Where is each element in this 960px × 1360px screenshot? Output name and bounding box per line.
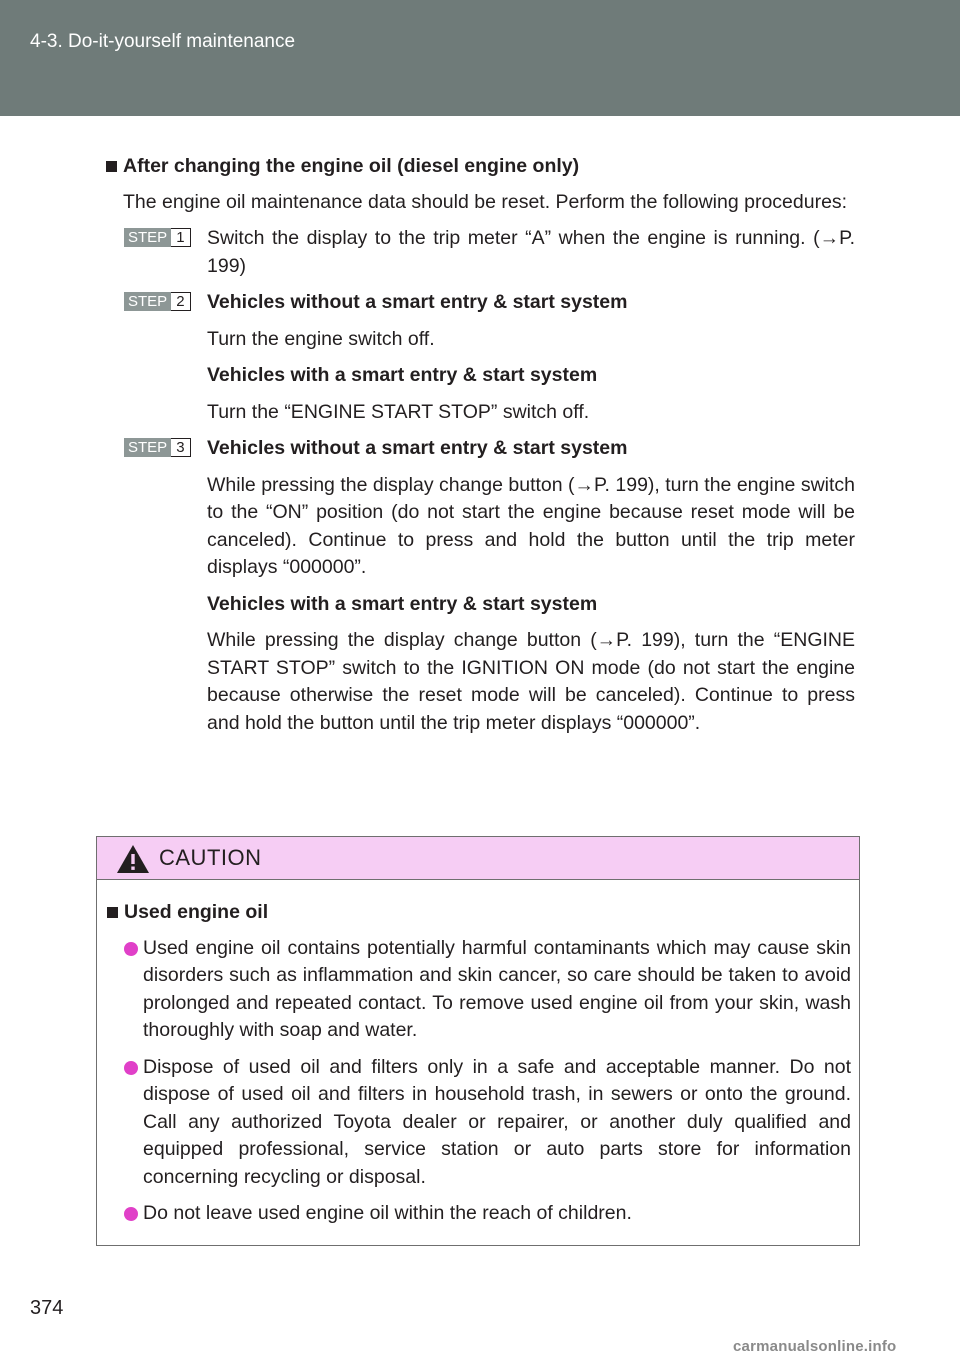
step-badge-number: 2 (171, 292, 190, 311)
step-badge-number: 1 (171, 228, 190, 247)
page-number: 374 (30, 1297, 64, 1319)
step-badge-number: 3 (171, 438, 190, 457)
caution-bullet (104, 1054, 851, 1192)
caution-bullet (104, 935, 851, 1045)
step-condition-label: Vehicles without a smart entry & start system (207, 437, 628, 459)
watermark: carmanualsonline.info (733, 1338, 897, 1355)
step-condition-label: Vehicles with a smart entry & start system (207, 364, 598, 386)
step-badge (124, 438, 191, 457)
step-1 (103, 225, 855, 280)
step-text: Turn the engine switch off. (207, 327, 435, 350)
step-text: While pressing the display change button (→P. 199), turn the engine switch to the “ON” position (do not start the engine because reset mode will be canceled). Continue to press and hold the button until the trip meter displays “000000”. (207, 473, 855, 578)
step-text: While pressing the display change button (→P. 199), turn the “ENGINE START STOP” switch to the IGNITION ON mode (do not start the engine because otherwise the reset mode will be canceled). Continue to press and hold the button until the trip meter displays “000000”. (207, 629, 855, 734)
bullet-dot-icon (124, 1061, 138, 1075)
caution-header (97, 837, 859, 880)
caution-bullet (104, 1200, 851, 1228)
step-badge-label: STEP (124, 438, 171, 457)
square-bullet-icon (106, 161, 117, 172)
warning-triangle-icon (116, 844, 150, 874)
caution-heading-text: Used engine oil (124, 901, 269, 923)
caution-title: CAUTION (159, 845, 262, 870)
main-content (103, 153, 855, 746)
step-3 (103, 435, 855, 737)
square-bullet-icon (107, 907, 118, 918)
caution-heading (104, 899, 851, 927)
section-heading (103, 153, 855, 181)
step-badge-label: STEP (124, 228, 171, 247)
step-text: Switch the display to the trip meter “A” when the engine is running. (→P. 199) (207, 227, 855, 277)
step-2 (103, 289, 855, 426)
step-text: Turn the “ENGINE START STOP” switch off. (207, 400, 590, 423)
caution-box (96, 836, 860, 1246)
page-header (0, 0, 960, 116)
bullet-dot-icon (124, 1207, 138, 1221)
step-condition-label: Vehicles with a smart entry & start system (207, 592, 598, 615)
step-badge-label: STEP (124, 292, 171, 311)
bullet-text: Dispose of used oil and filters only in a safe and acceptable manner. Do not dispose of used oil and filters in household trash, in sewers or onto the ground. Call any authorized Toyota dealer or repairer, or another duly qualified and equipped professional, service station or auto parts store for information concerning recycling or disposal. (143, 1055, 851, 1188)
bullet-dot-icon (124, 942, 138, 956)
step-badge (124, 228, 191, 247)
bullet-text: Do not leave used engine oil within the reach of children. (143, 1202, 632, 1224)
section-heading-text: After changing the engine oil (diesel engine only) (123, 155, 580, 177)
intro-paragraph: The engine oil maintenance data should be reset. Perform the following procedures: (123, 190, 848, 213)
section-title: 4-3. Do-it-yourself maintenance (30, 31, 296, 52)
step-condition-label: Vehicles without a smart entry & start system (207, 291, 628, 313)
step-badge (124, 292, 191, 311)
bullet-text: Used engine oil contains potentially harmful contaminants which may cause skin disorders such as inflammation and skin cancer, so care should be taken to avoid prolonged and repeated contact. To remove used engine oil from your skin, wash thoroughly with soap and water. (143, 936, 851, 1041)
caution-body (97, 880, 859, 1228)
